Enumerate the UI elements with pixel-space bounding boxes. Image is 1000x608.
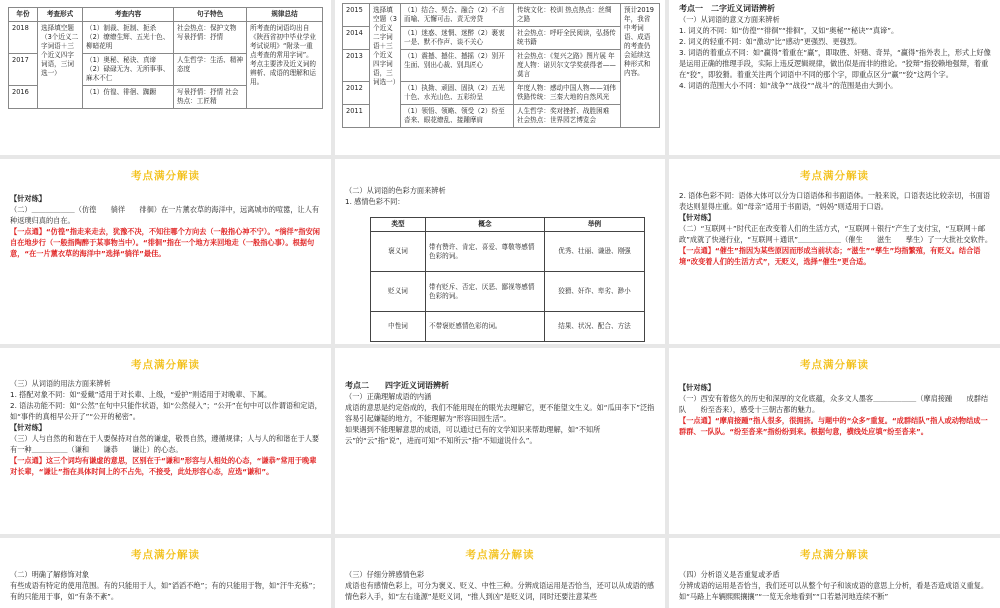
cell-year: 2015 [343,4,370,27]
text-line: 1. 感情色彩不同： [345,197,405,206]
text-line: （一）正确理解成语的内涵 [345,392,432,401]
practice-label: 【针对练】 [679,213,715,222]
practice-label: 【针对练】 [10,423,46,432]
cell-year: 2011 [343,105,370,128]
slide-2-3[interactable] [669,159,1000,344]
slide-4-2[interactable] [335,538,665,608]
text-line: （三）仔细分辨感情色彩 [345,570,425,579]
slide-1-2[interactable] [335,0,665,155]
slide-4-1[interactable] [0,538,331,608]
cell-concept: 带有贬斥、否定、厌恶、鄙视等感情色彩的词。 [426,272,545,312]
slide-text [679,382,993,437]
slide-2-2[interactable] [335,159,665,344]
cell-type: 中性词 [371,312,426,342]
cell-content: （1）执拗、顽固、固执（2）五光十色、水光山色、五彩纷呈 [401,82,514,105]
text-line: 2. 词义的轻重不同：如“激动”比“感动”更强烈、更强烈。 [679,37,862,46]
slide-text [10,193,322,259]
slide-1-3[interactable] [669,0,1000,155]
text-line: 1. 词义的不同：如“仿徨”“徘徊”“排徊”，又如“奥秘”“秘诀”“真谛”。 [679,26,899,35]
slide-banner: 考点满分解读 [465,549,535,561]
slide-3-1[interactable] [0,348,331,534]
slide-4-3[interactable] [669,538,1000,608]
cell-year: 2014 [343,27,370,50]
cell-content: （1）仿徨、徘徊、踟蹰 [83,86,174,109]
cell-example: 优秀、壮丽、谦逊、刚强 [545,232,645,272]
cell-feature: 社会热点：呼吁全民阅读，弘扬传统书籍 [514,27,621,50]
slide-text [345,185,655,207]
emotion-color-table [370,217,645,342]
header-summary: 规律总结 [247,8,323,22]
text-line: 3. 词语的着重点不同：如“赢得”着重在“赢”，即取胜、奸赌、奇异，“赢得”指外表上，形式上好像是运用正确的推理手段，实际上违反逻辑规律，做出似是而非的推论。“狡辩”指狡赖地强辩，着重在“狡”，即狡猾。着重关注两个词语中不同的那个字，即重点区分“赢”“狡”这两个字。 [679,48,991,79]
slide-banner: 考点满分解读 [800,359,869,371]
cell-summary: 所考查的词语均出自《陕西省初中毕业学业考试说明》“附录一重点考查的常用字词”。考点主要涉及近义词的辨析、成语的理解和运用。 [247,22,323,109]
cell-example: 结果、状况、配合、方法 [545,312,645,342]
cell-example: 狡猾、奸诈、卑劣、渺小 [545,272,645,312]
exam-table-2016-2018 [8,7,323,109]
section-heading: 考点一 二字近义词语辨析 [679,4,775,13]
cell-content: （1）结合、契合、融合（2）不言而喻、无懈可击、责无旁贷 [401,4,514,27]
text-line: （四）分析语义是否重复或矛盾 [679,570,780,579]
practice-question: （二）“互联网＋”时代正在改变着人们的生活方式，“互联网＋银行”产生了支付宝，“互联网＋邮政”成就了快递行业，“互联网＋通讯”＿＿＿＿＿＿（催生 滋生 孳生）了一大批社交软件。 [679,224,993,244]
slide-text [679,3,993,91]
slide-text [10,569,322,602]
cell-form: 选择填空题（3个近义二字词语＋三个近义四字词语，三词选一） [370,4,401,128]
header-concept: 概念 [426,218,545,232]
cell-feature: 传统文化：校训 热点热点：丝绸之路 [514,4,621,27]
text-line: （一）从词语的意义方面来辨析 [679,15,780,24]
cell-summary: 预计2019年，我省中考词语、成语的考查仍会延续这种形式和内容。 [621,4,660,128]
text-line: （三）从词语的用法方面来辨析 [10,379,111,388]
cell-concept: 带有赞许、肯定、喜爱、尊敬等感情色彩的词。 [426,232,545,272]
slide-text [345,380,655,446]
slide-banner: 考点满分解读 [131,549,200,561]
practice-label: 【针对练】 [10,194,46,203]
exam-table-2011-2015 [342,3,660,128]
slide-text [679,190,993,267]
cell-feature: 社会热点：《复兴之路》图片展 年度人物：诺贝尔文学奖获得者——莫言 [514,50,621,82]
slide-banner: 考点满分解读 [800,170,869,182]
slide-3-3[interactable] [669,348,1000,534]
cell-content: （1）领悟、领略、领受（2）纷至沓来、眼花缭乱、接踵摩肩 [401,105,514,128]
text-line: 成语也有感情色彩上，可分为褒义、贬义、中性三种。分辨成语运用是否恰当，还可以从成语的感情色彩入手，如“左右逢源”是贬义词，“推人到凶”是贬义词，同时还要注意某些 [345,581,655,601]
text-line: 分辨成语的运用是否恰当，我们还可以从整个句子和该成语的意思上分析，看是否造成语义重复。如“马路上车辆熙熙攘攘”“一览无余地看到”“口若悬河地连续不断” [679,581,989,601]
cell-year: 2016 [9,86,38,109]
slide-3-2[interactable] [335,348,665,534]
cell-feature: 人生哲学：奖对挫折、战胜困难 社会热点：世界园艺博览会 [514,105,621,128]
answer-hint: 【一点通】“仿徨”指走来走去，犹豫不决，不知往哪个方向去（一般指心神不宁）。“徜徉”指安闲自在地步行（一般指陶醉于某事物当中）。“徘徊”指在一个地方来回地走（一般指心事）。根据句意，“在一片薰衣草的海洋中”选择“徜徉”最佳。 [10,227,320,258]
cell-content: （1）迷惑、迷惘、迷醉（2）裹衷一是、默不作声、谈不关心 [401,27,514,50]
text-line: （二）从词语的色彩方面来辨析 [345,186,446,195]
practice-question: （二）＿＿＿＿＿＿（仿徨 徜徉 徘徊）在一片薰衣草的海洋中，远离城市的喧嚣，让人有种返璞归真的自在。 [10,205,320,225]
answer-hint: 【一点通】“催生”指因为某些原因而形成当前状态；“滋生”“孳生”均指繁殖，有贬义。结合语境“改变着人们的生活方式”，无贬义，选择“催生”更合适。 [679,246,981,266]
text-line: 如果遇到不能理解意思的成语，可以通过已有的文学知识来帮助理解，如“不知所云”的“云”指“说”，进而可知“不知所云”指“不知道说什么”。 [345,425,601,445]
text-line: 2. 语体色彩不同：语体大体可以分为口语语体和书面语体。一般来说，口语表达比较亲切，书面语表达则显得庄重。如“母亲”适用于书面语，“妈妈”则适用于口语。 [679,191,991,211]
answer-hint: 【一点通】这三个词均有谦虚的意思，区别在于“谦和”形容与人相处的心态，“谦恭”常用于晚辈对长辈，“谦让”指在具体时间上的不占先，不接受，此处形容心态，应选“谦和”。 [10,456,317,476]
cell-feature: 人生哲学：生活、精神态度 [174,54,247,86]
cell-year: 2018 [9,22,38,54]
text-line: （二）明确了解修饰对象 [10,570,90,579]
cell-concept: 不带褒贬感情色彩的词。 [426,312,545,342]
slide-text [10,378,322,477]
cell-type: 褒义词 [371,232,426,272]
section-heading: 考点二 四字近义词语辨析 [345,381,449,390]
cell-content: （1）制裁、扼制、扼杀（2）缭缭生辉、五光十色、柳暗花明 [83,22,174,54]
cell-content: （1）震撼、撼住、撼摇（2）别开生面、别出心裁、别具匠心 [401,50,514,82]
slide-1-1[interactable] [0,0,331,155]
practice-question: （一）西安有着悠久的历史和深厚的文化底蕴，众多文人墨客＿＿＿＿＿＿（摩肩接踵 成群结队 纷至沓来），感受十三朝古都的魅力。 [679,394,989,414]
cell-feature: 年度人物：感动中国人物——刘伟 铁路传统：三秦大地的自然风光 [514,82,621,105]
practice-label: 【针对练】 [679,383,715,392]
answer-hint: 【一点通】“摩肩接踵”指人很多，很拥挤。与题中的“众多”重复。“成群结队”指人或动物结成一群群、一队队。“纷至沓来”指纷纷到来。根据句意，横线处应填“纷至沓来”。 [679,416,988,436]
text-line: 4. 词语的范围大小不同：如“战争”“战役”“战斗”的范围是由大到小。 [679,81,898,90]
cell-content: （1）奥秘、秘诀、真谛（2）碌碌无为、无所事事、麻木不仁 [83,54,174,86]
slide-text [679,569,993,602]
slide-banner: 考点满分解读 [131,359,200,371]
text-line: 1. 搭配对象不同：如“爱戴”适用于对长辈、上级，“爱护”则适用于对晚辈、下属。 [10,390,272,399]
header-feature: 句子特色 [174,8,247,22]
cell-form: 选择填空题（3个近义二字词语＋三个近义四字词语，三词选一） [38,22,83,109]
text-line: 2. 语法功能不同：如“公然”在句中只能作状语，如“公然侵入”；“公开”在句中可以作谓语和定语，如“事件的真相早公开了”“公开的秘密”。 [10,401,322,421]
text-line: 有些成语有特定的使用范围。有的只能用于人，如“滔滔不绝”；有的只能用于物，如“汗牛充栋”；有的只能用于事，如“有条不紊”。 [10,581,320,601]
cell-type: 贬义词 [371,272,426,312]
slide-banner: 考点满分解读 [131,170,200,182]
cell-year: 2013 [343,50,370,82]
header-type: 类型 [371,218,426,232]
header-form: 考查形式 [38,8,83,22]
header-year: 年份 [9,8,38,22]
cell-year: 2012 [343,82,370,105]
slide-banner: 考点满分解读 [800,549,869,561]
practice-question: （三）人与自然的和谐在于人要保持对自然的谦虚，敬畏自然，遵循规律；人与人的和谐在于人要有一种＿＿＿＿＿（谦和 谦恭 谦让）的心态。 [10,434,320,454]
header-example: 举例 [545,218,645,232]
cell-feature: 写景抒情：抒情 社会热点：工匠精 [174,86,247,109]
cell-year: 2017 [9,54,38,86]
header-content: 考查内容 [83,8,174,22]
text-line: 成语的意思是约定俗成的，我们不能用现在的眼光去理解它，更不能望文生义。如“瓜田李下”泛指容易引起嫌疑的地方，不能理解为“形容田园生活”。 [345,403,655,423]
slide-2-1[interactable] [0,159,331,344]
slide-text [345,569,655,602]
cell-feature: 社会热点：保护文物 写景抒情：抒情 [174,22,247,54]
